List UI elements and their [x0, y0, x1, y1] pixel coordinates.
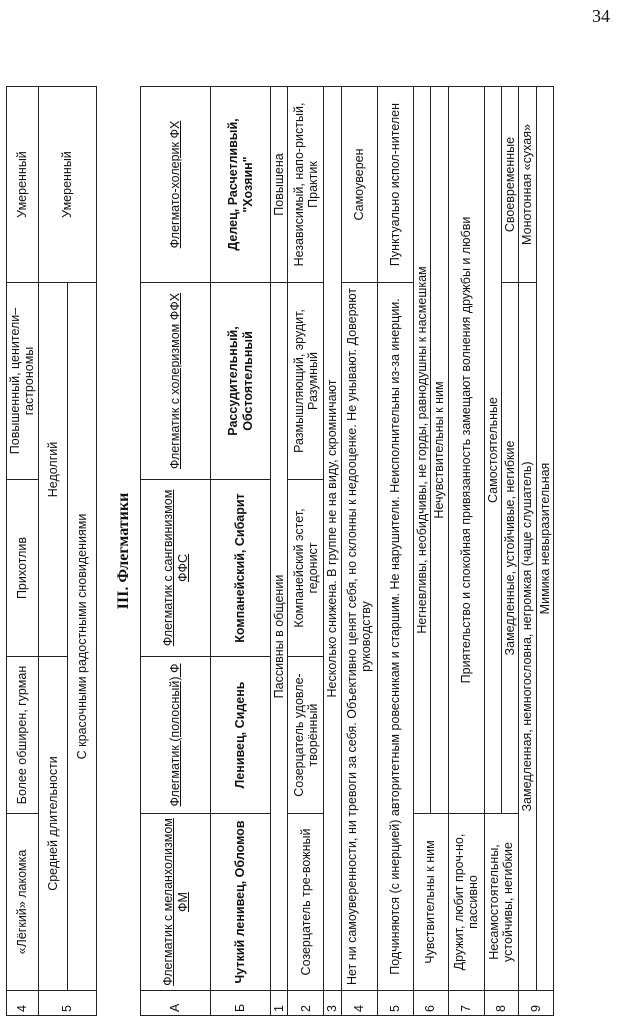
table-cell: Флегматик (полосный) Ф	[141, 657, 211, 814]
table-row	[448, 87, 484, 1016]
table-cell: Подчиняются (с инерцией) авторитетным ровесникам и старшим. Не нарушители. Неисполнительны из-за инерции.	[377, 283, 413, 991]
table-cell: Монотонная «сухая»	[519, 87, 536, 283]
table-cell: Флегматик с сангвинизмом ФФС	[141, 480, 211, 657]
table-row	[536, 87, 553, 1016]
row-number: Б	[211, 991, 271, 1016]
table-cell: Независимый, напо-ристый, Практик	[288, 87, 324, 283]
row-number: 6	[413, 991, 448, 1016]
table-cell: Чувствительны к ним	[413, 814, 448, 991]
top-table	[6, 86, 97, 1016]
table-cell: Средней длительности	[38, 657, 67, 991]
table-row	[324, 87, 341, 1016]
table-cell: Созерцатель тре-вожный	[288, 814, 324, 991]
row-number: 3	[324, 991, 341, 1016]
table-row	[484, 87, 501, 1016]
table-cell: Самоуверен	[341, 87, 377, 283]
main-table	[140, 86, 554, 1016]
table-cell: Чуткий ленивец, Обломов	[211, 814, 271, 991]
section-title: III. Флегматики	[115, 492, 132, 610]
table-cell: Созерцатель удовле-творённый	[288, 657, 324, 814]
table-cell: Умеренный	[38, 87, 96, 283]
table-row	[211, 87, 271, 1016]
table-cell: Приятельство и спокойная привязанность замещают волнения дружбы и любви	[448, 87, 484, 814]
table-cell: Умеренный	[7, 87, 39, 283]
table-row	[377, 87, 413, 1016]
table-cell: Ленивец, Сидень	[211, 657, 271, 814]
row-number: 7	[448, 991, 484, 1016]
row-number: 1	[271, 991, 288, 1016]
table-cell: Флегматик с меланхолизмом ФМ	[141, 814, 211, 991]
row-number: 4	[7, 991, 39, 1016]
table-row	[413, 87, 430, 1016]
table-cell: Дружит, любит проч-но, пассивно	[448, 814, 484, 991]
row-number: 2	[288, 991, 324, 1016]
table-cell: Самостоятельные	[484, 87, 501, 814]
table-row	[271, 87, 288, 1016]
table-cell: Делец, Расчетливый, "Хозяин"	[211, 87, 271, 283]
table-row	[341, 87, 377, 1016]
table-cell: Флегматик с холеризмом ФФХ	[141, 283, 211, 480]
row-number: 5	[377, 991, 413, 1016]
table-cell: Компанейский, Сибарит	[211, 480, 271, 657]
table-cell: Нет ни самоуверенности, ни тревоги за себя. Объективно ценят себя, но склонны к недооценке. Не унывают. Доверяют руководству	[341, 283, 377, 991]
table-cell: Замедленная, немногословна, негромкая (чаще слушатель)	[519, 283, 536, 991]
row-number: 8	[484, 991, 519, 1016]
rotated-page-content	[0, 86, 600, 1016]
table-cell: С красочными радостными сновидениями	[67, 283, 96, 991]
table-row	[7, 87, 39, 1016]
row-number: 5	[38, 991, 96, 1016]
row-number: А	[141, 991, 211, 1016]
table-cell: «Лёгкий» лакомка	[7, 814, 39, 991]
table-cell: Нечувствительны к ним	[431, 87, 448, 814]
table-cell: Прихотлив	[7, 480, 39, 657]
table-row	[141, 87, 211, 1016]
row-number: 9	[519, 991, 554, 1016]
page-number: 34	[592, 6, 610, 26]
table-cell: Негневливы, необидчивы, не горды, равнодушны к насмешкам	[413, 87, 430, 814]
table-cell: Несамостоятельны, устойчивы, негибкие	[484, 814, 519, 991]
table-row	[38, 87, 67, 1016]
table-cell: Недолгий	[38, 283, 67, 657]
table-cell: Своевременные	[501, 87, 518, 283]
table-cell: Компанейский эстет, гедонист	[288, 480, 324, 657]
row-number: 4	[341, 991, 377, 1016]
table-cell: Флегмато-холерик ФХ	[141, 87, 211, 283]
table-cell: Размышляющий, эрудит, Разумный	[288, 283, 324, 480]
table-cell: Несколько снижена. В группе не на виду, скромничают	[324, 87, 341, 991]
table-row	[519, 87, 536, 1016]
table-cell: Рассудительный, Обстоятельный	[211, 283, 271, 480]
table-row	[288, 87, 324, 1016]
table-cell: Пунктуально испол-нителен	[377, 87, 413, 283]
table-cell: Замедленные, устойчивые, негибкие	[501, 283, 518, 814]
table-cell: Более обширен, гурман	[7, 657, 39, 814]
table-cell: Мимика невыразительная	[536, 87, 553, 991]
table-cell: Повышенный, ценители–гастрономы	[7, 283, 39, 480]
table-cell: Пассивны в общении	[271, 283, 288, 991]
table-cell: Повышена	[271, 87, 288, 283]
